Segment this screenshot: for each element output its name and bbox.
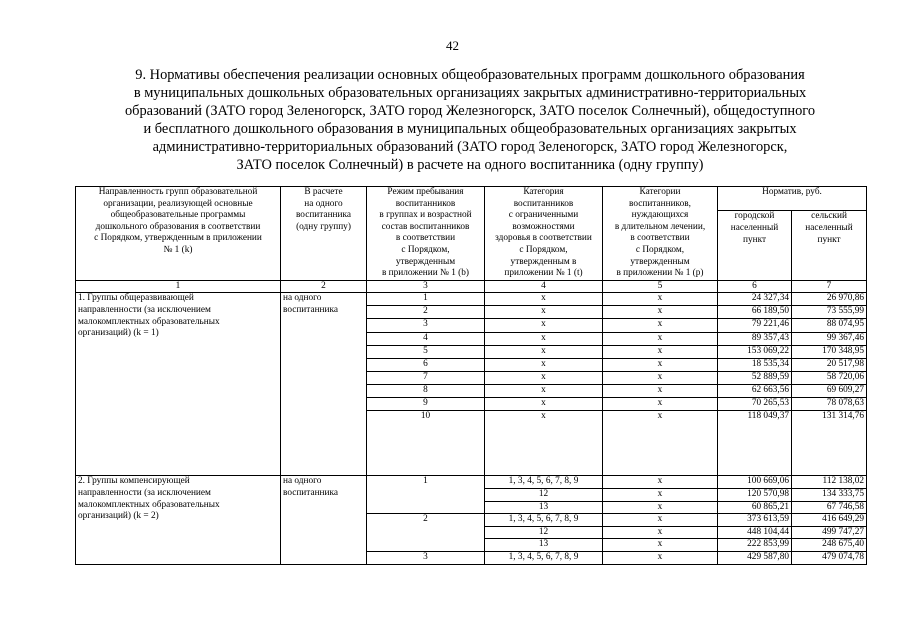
regime-cell: 1: [367, 476, 485, 489]
header-urban: городской населенный пункт: [718, 211, 792, 280]
regime-cell: [367, 539, 485, 552]
regime-cell: [367, 526, 485, 539]
column-number: 1: [76, 280, 281, 293]
health-category-cell: x: [485, 332, 603, 345]
column-number: 7: [792, 280, 867, 293]
header-norm: Норматив, руб.: [718, 187, 867, 211]
treatment-category-cell: x: [603, 488, 718, 501]
treatment-category-cell: x: [603, 397, 718, 410]
regime-cell: 1: [367, 293, 485, 306]
header-treatment-category: Категории воспитанников, нуждающихся в длительном лечении, в соответствии с Порядком, утвержденным в приложении № 1 (p): [603, 187, 718, 281]
column-number: 3: [367, 280, 485, 293]
regime-cell: 2: [367, 514, 485, 527]
urban-norm-cell: 429 587,80: [718, 551, 792, 564]
urban-norm-cell: 222 853,99: [718, 539, 792, 552]
urban-norm-cell: 100 669,06: [718, 476, 792, 489]
table-row: [76, 293, 867, 306]
urban-norm-cell: 118 049,37: [718, 410, 792, 475]
treatment-category-cell: x: [603, 551, 718, 564]
title-line: ЗАТО поселок Солнечный) в расчете на одного воспитанника (одну группу): [236, 157, 704, 173]
rural-norm-cell: 134 333,75: [792, 488, 867, 501]
group-1-per-unit: на одного воспитанника: [281, 293, 367, 476]
column-number: 6: [718, 280, 792, 293]
treatment-category-cell: x: [603, 306, 718, 319]
urban-norm-cell: 66 189,50: [718, 306, 792, 319]
health-category-cell: x: [485, 384, 603, 397]
urban-norm-cell: 70 265,53: [718, 397, 792, 410]
header-per-unit: В расчете на одного воспитанника (одну группу): [281, 187, 367, 281]
treatment-category-cell: x: [603, 476, 718, 489]
urban-norm-cell: 62 663,56: [718, 384, 792, 397]
health-category-cell: x: [485, 345, 603, 358]
rural-norm-cell: 78 078,63: [792, 397, 867, 410]
health-category-cell: 12: [485, 526, 603, 539]
health-category-cell: x: [485, 293, 603, 306]
treatment-category-cell: x: [603, 358, 718, 371]
rural-norm-cell: 20 517,98: [792, 358, 867, 371]
column-number: 2: [281, 280, 367, 293]
column-number: 5: [603, 280, 718, 293]
health-category-cell: x: [485, 371, 603, 384]
group-2-per-unit: на одного воспитанника: [281, 476, 367, 564]
health-category-cell: 13: [485, 539, 603, 552]
page-number: 42: [446, 38, 459, 53]
regime-cell: 9: [367, 397, 485, 410]
rural-norm-cell: 170 348,95: [792, 345, 867, 358]
rural-norm-cell: 499 747,27: [792, 526, 867, 539]
regime-cell: 8: [367, 384, 485, 397]
regime-cell: 3: [367, 551, 485, 564]
urban-norm-cell: 79 221,46: [718, 319, 792, 332]
urban-norm-cell: 52 889,59: [718, 371, 792, 384]
header-health-category: Категория воспитанников с ограниченными возможностями здоровья в соответствии с Порядком, утвержденным в приложении № 1 (t): [485, 187, 603, 281]
regime-cell: 2: [367, 306, 485, 319]
regime-cell: 4: [367, 332, 485, 345]
rural-norm-cell: 88 074,95: [792, 319, 867, 332]
health-category-cell: x: [485, 306, 603, 319]
urban-norm-cell: 89 357,43: [718, 332, 792, 345]
title-line: образований (ЗАТО город Зеленогорск, ЗАТО город Железногорск, ЗАТО поселок Солнечный), общедоступного: [124, 103, 816, 119]
health-category-cell: 1, 3, 4, 5, 6, 7, 8, 9: [485, 551, 603, 564]
column-number-row: [76, 280, 867, 293]
urban-norm-cell: 448 104,44: [718, 526, 792, 539]
health-category-cell: 1, 3, 4, 5, 6, 7, 8, 9: [485, 514, 603, 527]
header-direction: Направленность групп образовательной организации, реализующей основные общеобразовательные программы дошкольного образования в соответствии с Порядком, утвержденным в приложении № 1 (k): [76, 187, 281, 281]
treatment-category-cell: x: [603, 371, 718, 384]
rural-norm-cell: 131 314,76: [792, 410, 867, 475]
regime-cell: [367, 488, 485, 501]
health-category-cell: x: [485, 410, 603, 475]
rural-norm-cell: 112 138,02: [792, 476, 867, 489]
column-number: 4: [485, 280, 603, 293]
urban-norm-cell: 60 865,21: [718, 501, 792, 514]
regime-cell: [367, 501, 485, 514]
urban-norm-cell: 153 069,22: [718, 345, 792, 358]
group-1-label: 1. Группы общеразвивающей направленности (за исключением малокомплектных образовательных организаций) (k = 1): [76, 293, 281, 476]
urban-norm-cell: 120 570,98: [718, 488, 792, 501]
treatment-category-cell: x: [603, 410, 718, 475]
urban-norm-cell: 373 613,59: [718, 514, 792, 527]
rural-norm-cell: 67 746,58: [792, 501, 867, 514]
treatment-category-cell: x: [603, 319, 718, 332]
norms-table: [75, 186, 867, 565]
rural-norm-cell: 69 609,27: [792, 384, 867, 397]
rural-norm-cell: 99 367,46: [792, 332, 867, 345]
regime-cell: 6: [367, 358, 485, 371]
health-category-cell: x: [485, 319, 603, 332]
health-category-cell: x: [485, 397, 603, 410]
treatment-category-cell: x: [603, 501, 718, 514]
treatment-category-cell: x: [603, 539, 718, 552]
rural-norm-cell: 416 649,29: [792, 514, 867, 527]
rural-norm-cell: 26 970,86: [792, 293, 867, 306]
title-line: и бесплатного дошкольного образования в муниципальных общеобразовательных организациях закрытых: [143, 121, 797, 137]
health-category-cell: 12: [485, 488, 603, 501]
urban-norm-cell: 18 535,34: [718, 358, 792, 371]
regime-cell: 5: [367, 345, 485, 358]
document-title: [70, 66, 870, 174]
title-line: административно-территориальных образований (ЗАТО город Зеленогорск, ЗАТО город Железногорск,: [152, 139, 788, 155]
table-row: [76, 476, 867, 489]
health-category-cell: x: [485, 358, 603, 371]
urban-norm-cell: 24 327,34: [718, 293, 792, 306]
rural-norm-cell: 248 675,40: [792, 539, 867, 552]
title-line: 9. Нормативы обеспечения реализации основных общеобразовательных программ дошкольного образования: [135, 67, 805, 83]
header-rural: сельский населенный пункт: [792, 211, 867, 280]
treatment-category-cell: x: [603, 384, 718, 397]
regime-cell: 3: [367, 319, 485, 332]
title-line: в муниципальных дошкольных образовательных организациях закрытых административно-территориальных: [133, 85, 807, 101]
rural-norm-cell: 58 720,06: [792, 371, 867, 384]
header-row: [76, 187, 867, 211]
health-category-cell: 13: [485, 501, 603, 514]
health-category-cell: 1, 3, 4, 5, 6, 7, 8, 9: [485, 476, 603, 489]
treatment-category-cell: x: [603, 345, 718, 358]
regime-cell: 10: [367, 410, 485, 475]
treatment-category-cell: x: [603, 514, 718, 527]
treatment-category-cell: x: [603, 526, 718, 539]
rural-norm-cell: 479 074,78: [792, 551, 867, 564]
treatment-category-cell: x: [603, 332, 718, 345]
rural-norm-cell: 73 555,99: [792, 306, 867, 319]
regime-cell: 7: [367, 371, 485, 384]
treatment-category-cell: x: [603, 293, 718, 306]
header-regime: Режим пребывания воспитанников в группах и возрастной состав воспитанников в соответствии с Порядком, утвержденным в приложении № 1 (b): [367, 187, 485, 281]
group-2-label: 2. Группы компенсирующей направленности (за исключением малокомплектных образовательных организаций) (k = 2): [76, 476, 281, 564]
